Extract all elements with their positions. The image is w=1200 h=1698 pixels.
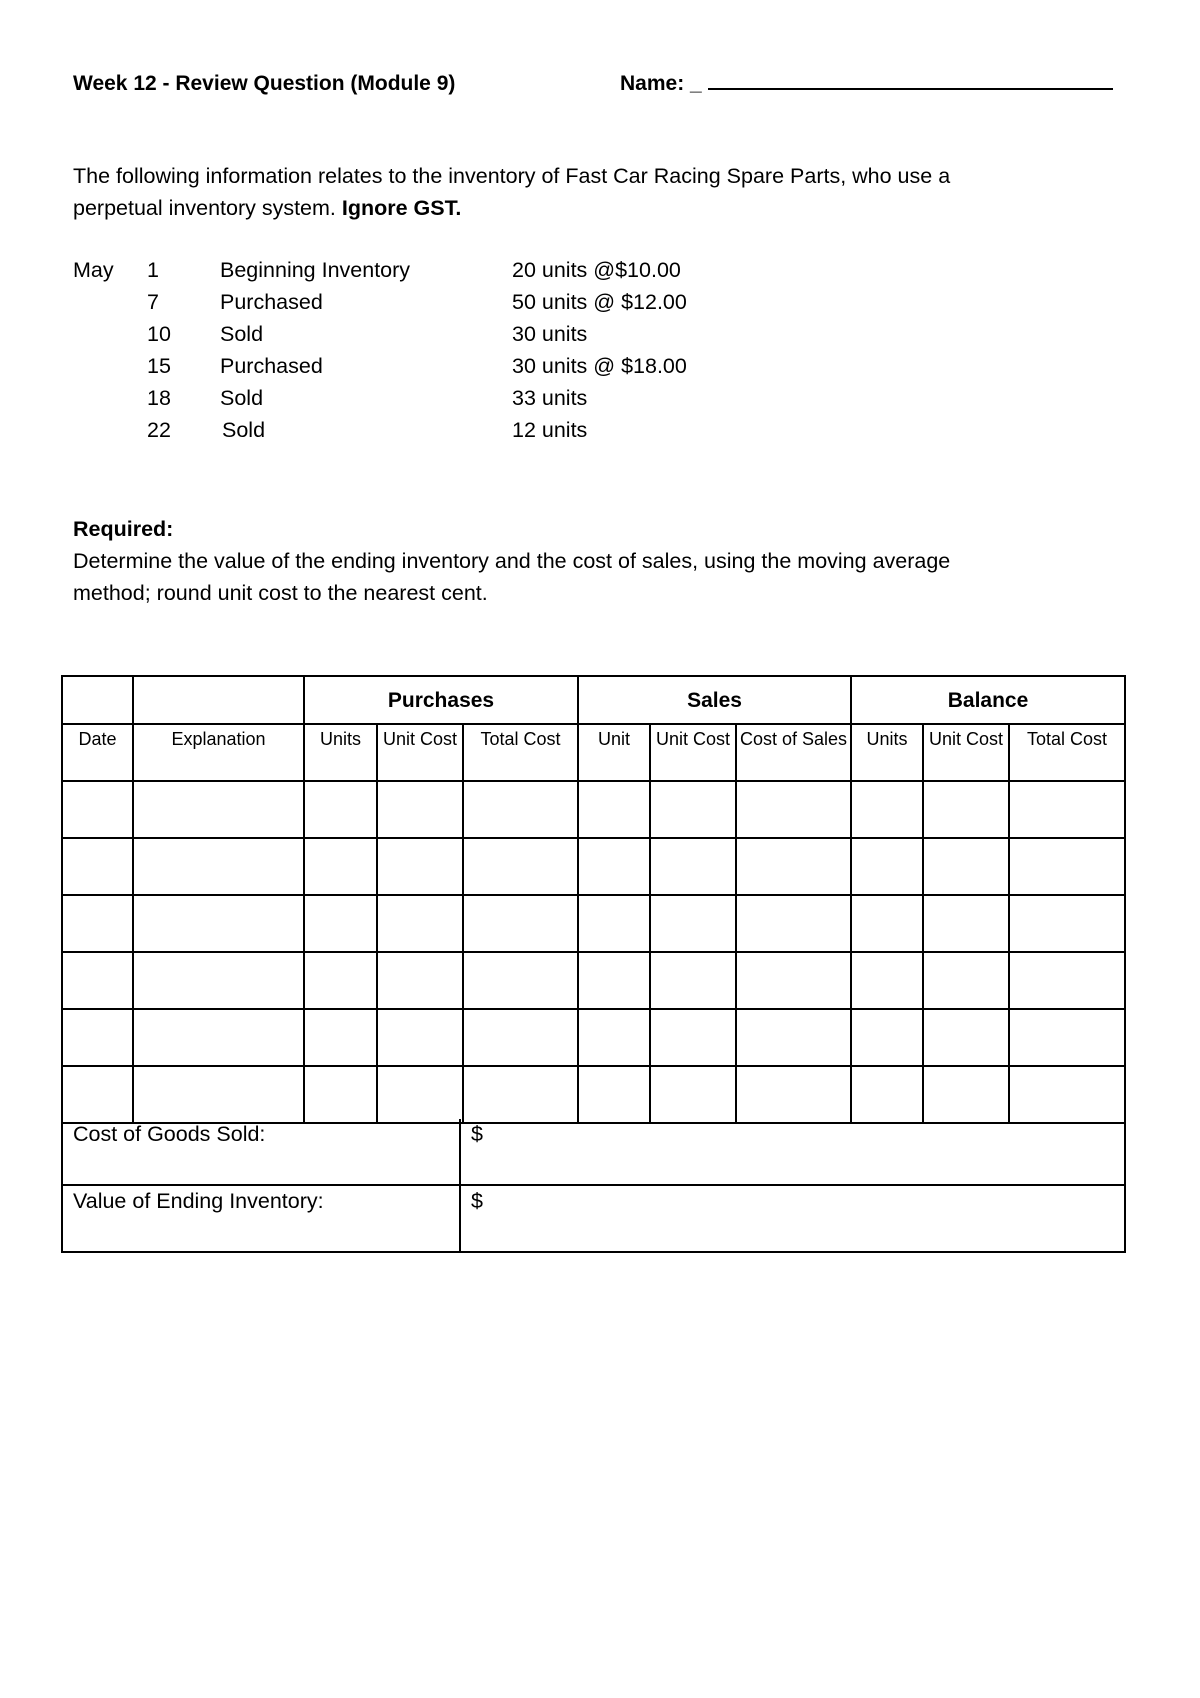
name-field[interactable]: [620, 72, 1113, 96]
col-balance-unit-cost: Unit Cost: [923, 724, 1009, 781]
entry-cell[interactable]: [851, 1066, 923, 1123]
entry-cell[interactable]: [133, 952, 304, 1009]
table-row: [62, 1066, 1125, 1123]
entry-cell[interactable]: [463, 781, 578, 838]
entry-cell[interactable]: [851, 895, 923, 952]
intro-line-2-text: perpetual inventory system.: [73, 196, 342, 220]
entry-cell[interactable]: [463, 1066, 578, 1123]
totals-table: [61, 1119, 1126, 1253]
table-row: [62, 838, 1125, 895]
entry-cell[interactable]: [736, 1066, 851, 1123]
col-explanation: Explanation: [133, 724, 304, 781]
entry-cell[interactable]: [923, 1066, 1009, 1123]
entry-cell[interactable]: [62, 895, 133, 952]
entry-cell[interactable]: [304, 1009, 377, 1066]
col-purchases-units: Units: [304, 724, 377, 781]
entry-cell[interactable]: [736, 1009, 851, 1066]
event-day: 15: [147, 354, 171, 378]
entry-cell[interactable]: [650, 838, 736, 895]
ending-inventory-value-field[interactable]: $: [460, 1185, 1125, 1252]
column-header-row: [62, 724, 1125, 781]
event-detail: 12 units: [512, 418, 588, 442]
inventory-ledger-table: [61, 675, 1126, 1124]
table-row: [62, 952, 1125, 1009]
intro-line-2: [73, 192, 461, 224]
cogs-label: Cost of Goods Sold:: [62, 1119, 460, 1185]
event-description: Beginning Inventory: [220, 258, 411, 282]
entry-cell[interactable]: [62, 952, 133, 1009]
entry-cell[interactable]: [736, 781, 851, 838]
entry-cell[interactable]: [304, 895, 377, 952]
table-row: [62, 781, 1125, 838]
entry-cell[interactable]: [923, 1009, 1009, 1066]
col-balance-units: Units: [851, 724, 923, 781]
entry-cell[interactable]: [1009, 952, 1125, 1009]
entry-cell[interactable]: [463, 1009, 578, 1066]
name-label: Name: _: [620, 72, 702, 95]
entry-cell[interactable]: [463, 838, 578, 895]
table-row: [62, 1009, 1125, 1066]
ending-inventory-label: Value of Ending Inventory:: [62, 1185, 460, 1252]
event-detail: 30 units @ $18.00: [512, 354, 687, 378]
entry-cell[interactable]: [923, 952, 1009, 1009]
ignore-gst-note: Ignore GST.: [341, 196, 462, 220]
entry-cell[interactable]: [133, 895, 304, 952]
entry-cell[interactable]: [377, 1066, 463, 1123]
entry-cell[interactable]: [578, 781, 650, 838]
entry-cell[interactable]: [851, 1009, 923, 1066]
event-day: 1: [147, 258, 159, 282]
entry-cell[interactable]: [578, 1066, 650, 1123]
entry-cell[interactable]: [736, 838, 851, 895]
balance-group-header: Balance: [851, 676, 1125, 724]
header-cell-empty: [62, 676, 133, 724]
entry-cell[interactable]: [377, 1009, 463, 1066]
sales-group-header: Sales: [578, 676, 851, 724]
entry-cell[interactable]: [1009, 1066, 1125, 1123]
entry-cell[interactable]: [377, 781, 463, 838]
cogs-row: [62, 1119, 1125, 1185]
entry-cell[interactable]: [62, 838, 133, 895]
header-cell-empty: [133, 676, 304, 724]
entry-cell[interactable]: [133, 781, 304, 838]
entry-cell[interactable]: [923, 781, 1009, 838]
col-purchases-unit-cost: Unit Cost: [377, 724, 463, 781]
entry-cell[interactable]: [851, 952, 923, 1009]
event-day: 7: [147, 290, 159, 314]
entry-cell[interactable]: [133, 1066, 304, 1123]
entry-cell[interactable]: [851, 781, 923, 838]
entry-cell[interactable]: [377, 952, 463, 1009]
col-sales-unit: Unit: [578, 724, 650, 781]
entry-cell[interactable]: [133, 838, 304, 895]
event-detail: 30 units: [512, 322, 588, 346]
event-description: Sold: [222, 418, 266, 442]
event-description: Purchased: [220, 354, 323, 378]
event-month: May: [73, 258, 114, 282]
entry-cell[interactable]: [578, 1009, 650, 1066]
event-day: 10: [147, 322, 171, 346]
entry-cell[interactable]: [923, 895, 1009, 952]
col-date: Date: [62, 724, 133, 781]
required-line-2: method; round unit cost to the nearest cent.: [73, 581, 488, 605]
worksheet-title: Week 12 - Review Question (Module 9): [73, 72, 456, 95]
col-balance-total-cost: Total Cost: [1009, 724, 1125, 781]
entry-cell[interactable]: [578, 895, 650, 952]
col-sales-unit-cost: Unit Cost: [650, 724, 736, 781]
entry-cell[interactable]: [377, 838, 463, 895]
required-line-1: Determine the value of the ending inventory and the cost of sales, using the moving average: [73, 549, 951, 573]
entry-cell[interactable]: [463, 895, 578, 952]
entry-cell[interactable]: [133, 1009, 304, 1066]
entry-cell[interactable]: [1009, 781, 1125, 838]
table-row: [62, 895, 1125, 952]
event-day: 22: [147, 418, 171, 442]
entry-cell[interactable]: [736, 952, 851, 1009]
group-header-row: [62, 676, 1125, 724]
event-description: Sold: [220, 322, 264, 346]
entry-cell[interactable]: [650, 1066, 736, 1123]
entry-cell[interactable]: [851, 838, 923, 895]
entry-cell[interactable]: [304, 1066, 377, 1123]
event-day: 18: [147, 386, 171, 410]
name-underline: [708, 72, 1113, 90]
ending-inventory-row: [62, 1185, 1125, 1252]
event-description: Purchased: [220, 290, 323, 314]
required-heading: Required:: [73, 517, 174, 541]
col-sales-cost-of-sales: Cost of Sales: [736, 724, 851, 781]
entry-cell[interactable]: [650, 1009, 736, 1066]
entry-cell[interactable]: [650, 781, 736, 838]
intro-line-1: The following information relates to the inventory of Fast Car Racing Spare Parts, who use a: [73, 164, 951, 188]
entry-cell[interactable]: [1009, 895, 1125, 952]
entry-cell[interactable]: [923, 838, 1009, 895]
entry-cell[interactable]: [62, 781, 133, 838]
entry-cell[interactable]: [1009, 1009, 1125, 1066]
event-detail: 20 units @$10.00: [512, 258, 681, 282]
entry-cell[interactable]: [304, 838, 377, 895]
event-description: Sold: [220, 386, 264, 410]
entry-cell[interactable]: [62, 1009, 133, 1066]
entry-cell[interactable]: [463, 952, 578, 1009]
entry-cell[interactable]: [650, 895, 736, 952]
entry-cell[interactable]: [304, 952, 377, 1009]
entry-cell[interactable]: [578, 952, 650, 1009]
entry-cell[interactable]: [650, 952, 736, 1009]
purchases-group-header: Purchases: [304, 676, 578, 724]
entry-cell[interactable]: [304, 781, 377, 838]
entry-cell[interactable]: [1009, 838, 1125, 895]
entry-cell[interactable]: [377, 895, 463, 952]
cogs-value-field[interactable]: $: [460, 1119, 1125, 1185]
entry-cell[interactable]: [578, 838, 650, 895]
entry-cell[interactable]: [62, 1066, 133, 1123]
event-detail: 50 units @ $12.00: [512, 290, 687, 314]
event-detail: 33 units: [512, 386, 588, 410]
col-purchases-total-cost: Total Cost: [463, 724, 578, 781]
entry-cell[interactable]: [736, 895, 851, 952]
